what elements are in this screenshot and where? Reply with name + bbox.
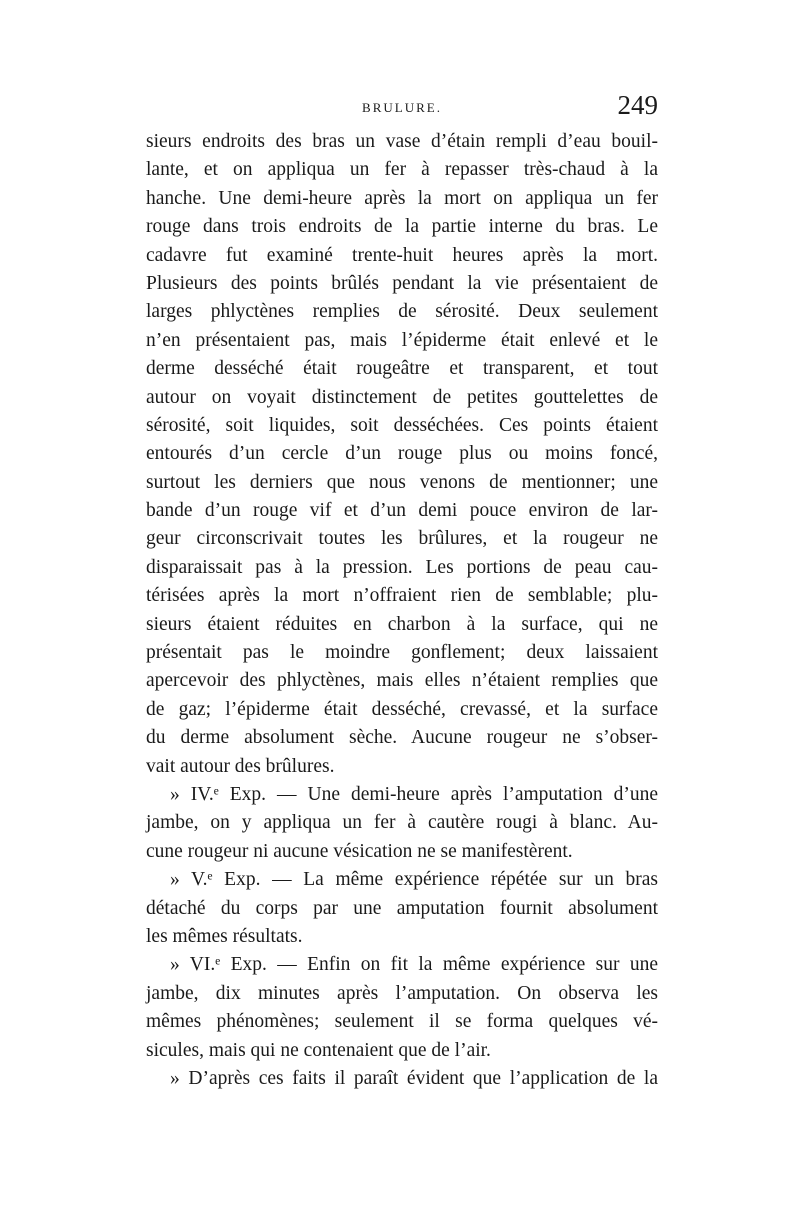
body-text (146, 128, 658, 1093)
page-number: 249 (617, 90, 658, 120)
text-line: » IV.ᵉ Exp. — Une demi-heure après l’amputation d’une (170, 783, 658, 805)
text-line: » D’après ces faits il paraît évident que l’application de la (170, 1067, 658, 1089)
text-line: entourés d’un cercle d’un rouge plus ou moins foncé, (146, 443, 658, 465)
text-line: rouge dans trois endroits de la partie interne du bras. Le (146, 216, 658, 238)
text-line: de gaz; l’épiderme était desséché, crevassé, et la surface (146, 698, 658, 720)
text-line: » V.ᵉ Exp. — La même expérience répétée sur un bras (170, 869, 658, 891)
text-line: surtout les derniers que nous venons de mentionner; une (146, 471, 658, 493)
text-line: derme desséché était rougeâtre et transparent, et tout (146, 358, 658, 380)
text-line: larges phlyctènes remplies de sérosité. Deux seulement (146, 301, 658, 323)
text-line: sérosité, soit liquides, soit desséchées. Ces points étaient (146, 414, 658, 436)
text-line: présentait pas le moindre gonflement; deux laissaient (146, 642, 658, 664)
text-line: » VI.ᵉ Exp. — Enfin on fit la même expérience sur une (170, 954, 658, 976)
text-line: hanche. Une demi-heure après la mort on appliqua un fer (146, 187, 658, 209)
text-line: jambe, on y appliqua un fer à cautère rougi à blanc. Au- (146, 812, 658, 834)
text-line: jambe, dix minutes après l’amputation. On observa les (146, 982, 658, 1004)
text-line: lante, et on appliqua un fer à repasser très-chaud à la (146, 159, 658, 181)
text-line: Plusieurs des points brûlés pendant la vie présentaient de (146, 272, 658, 294)
text-line: sicules, mais qui ne contenaient que de l’air. (146, 1039, 491, 1061)
text-line: mêmes phénomènes; seulement il se forma quelques vé- (146, 1011, 658, 1033)
text-line: disparaissait pas à la pression. Les portions de peau cau- (146, 556, 658, 578)
text-line: geur circonscrivait toutes les brûlures, et la rougeur ne (146, 528, 658, 550)
text-line: sieurs étaient réduites en charbon à la surface, qui ne (146, 613, 658, 635)
text-line: du derme absolument sèche. Aucune rougeur ne s’obser- (146, 727, 658, 749)
text-line: n’en présentaient pas, mais l’épiderme était enlevé et le (146, 329, 658, 351)
text-line: apercevoir des phlyctènes, mais elles n’étaient remplies que (146, 670, 658, 692)
running-head: BRULURE. (362, 100, 442, 115)
text-line: détaché du corps par une amputation fournit absolument (146, 897, 658, 919)
text-line: vait autour des brûlures. (146, 755, 335, 777)
text-line: cune rougeur ni aucune vésication ne se manifestèrent. (146, 840, 573, 862)
page-header (146, 88, 658, 128)
text-line: les mêmes résultats. (146, 925, 303, 947)
text-line: térisées après la mort n’offraient rien de semblable; plu- (146, 585, 658, 607)
text-line: sieurs endroits des bras un vase d’étain rempli d’eau bouil- (146, 131, 658, 152)
text-line: bande d’un rouge vif et d’un demi pouce environ de lar- (146, 500, 658, 522)
text-line: autour on voyait distinctement de petites gouttelettes de (146, 386, 658, 408)
text-line: cadavre fut examiné trente-huit heures après la mort. (146, 244, 658, 266)
